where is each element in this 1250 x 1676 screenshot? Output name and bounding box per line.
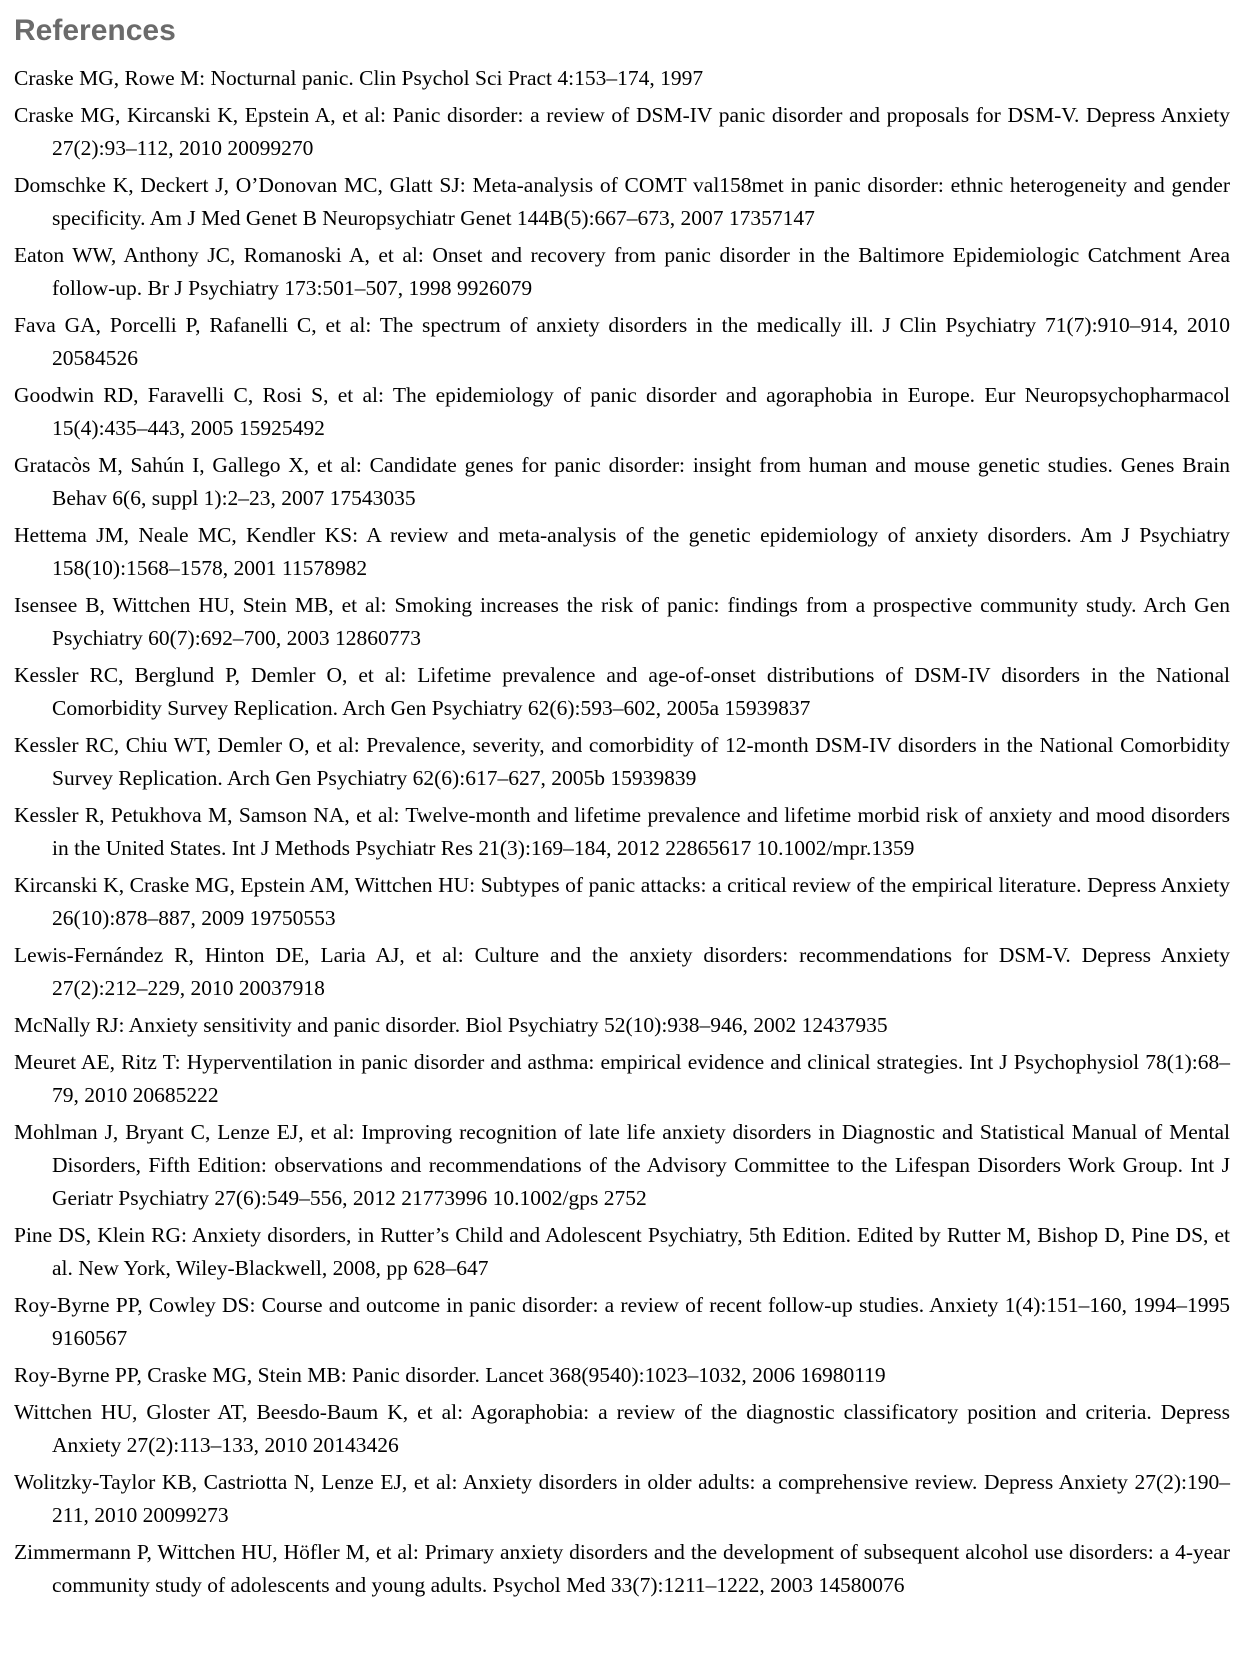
reference-entry: Mohlman J, Bryant C, Lenze EJ, et al: Improving recognition of late life anxiety disorders in Diagnostic and Statistical Manual of Mental Disorders, Fifth Edition: observations and recommendations of the Advisory Committee to the Lifespan Disorders Work Group. Int J Geriatr Psychiatry 27(6):549–556, 2012 21773996 10.1002/gps 2752 xyxy=(14,1120,1230,1210)
reference-entry: McNally RJ: Anxiety sensitivity and panic disorder. Biol Psychiatry 52(10):938–946, 2002 12437935 xyxy=(14,1013,888,1037)
reference-entry: Goodwin RD, Faravelli C, Rosi S, et al: The epidemiology of panic disorder and agoraphobia in Europe. Eur Neuropsychopharmacol 15(4):435–443, 2005 15925492 xyxy=(14,383,1230,440)
reference-entry: Roy-Byrne PP, Craske MG, Stein MB: Panic disorder. Lancet 368(9540):1023–1032, 2006 16980119 xyxy=(14,1363,886,1387)
reference-entry: Kircanski K, Craske MG, Epstein AM, Wittchen HU: Subtypes of panic attacks: a critical review of the empirical literature. Depress Anxiety 26(10):878–887, 2009 19750553 xyxy=(14,873,1230,930)
references-list xyxy=(14,62,1230,1602)
reference-entry: Craske MG, Rowe M: Nocturnal panic. Clin Psychol Sci Pract 4:153–174, 1997 xyxy=(14,66,704,90)
reference-entry: Roy-Byrne PP, Cowley DS: Course and outcome in panic disorder: a review of recent follow-up studies. Anxiety 1(4):151–160, 1994–1995 9160567 xyxy=(14,1293,1230,1350)
reference-entry: Hettema JM, Neale MC, Kendler KS: A review and meta-analysis of the genetic epidemiology of anxiety disorders. Am J Psychiatry 158(10):1568–1578, 2001 11578982 xyxy=(14,523,1230,580)
reference-entry: Lewis-Fernández R, Hinton DE, Laria AJ, et al: Culture and the anxiety disorders: recommendations for DSM-V. Depress Anxiety 27(2):212–229, 2010 20037918 xyxy=(14,943,1230,1000)
reference-entry: Kessler RC, Chiu WT, Demler O, et al: Prevalence, severity, and comorbidity of 12-month DSM-IV disorders in the National Comorbidity Survey Replication. Arch Gen Psychiatry 62(6):617–627, 2005b 15939839 xyxy=(14,733,1230,790)
reference-entry: Kessler RC, Berglund P, Demler O, et al: Lifetime prevalence and age-of-onset distributions of DSM-IV disorders in the National Comorbidity Survey Replication. Arch Gen Psychiatry 62(6):593–602, 2005a 15939837 xyxy=(14,663,1230,720)
reference-entry: Fava GA, Porcelli P, Rafanelli C, et al: The spectrum of anxiety disorders in the medically ill. J Clin Psychiatry 71(7):910–914, 2010 20584526 xyxy=(14,313,1230,370)
reference-entry: Wolitzky-Taylor KB, Castriotta N, Lenze EJ, et al: Anxiety disorders in older adults: a comprehensive review. Depress Anxiety 27(2):190–211, 2010 20099273 xyxy=(14,1470,1230,1527)
reference-entry: Eaton WW, Anthony JC, Romanoski A, et al: Onset and recovery from panic disorder in the Baltimore Epidemiologic Catchment Area follow-up. Br J Psychiatry 173:501–507, 1998 9926079 xyxy=(14,243,1230,300)
reference-entry: Craske MG, Kircanski K, Epstein A, et al: Panic disorder: a review of DSM-IV panic disorder and proposals for DSM-V. Depress Anxiety 27(2):93–112, 2010 20099270 xyxy=(14,103,1230,160)
reference-entry: Pine DS, Klein RG: Anxiety disorders, in Rutter’s Child and Adolescent Psychiatry, 5th Edition. Edited by Rutter M, Bishop D, Pine DS, et al. New York, Wiley-Blackwell, 2008, pp 628–647 xyxy=(14,1223,1230,1280)
reference-entry: Zimmermann P, Wittchen HU, Höfler M, et al: Primary anxiety disorders and the development of subsequent alcohol use disorders: a 4-year community study of adolescents and young adults. Psychol Med 33(7):1211–1222, 2003 14580076 xyxy=(14,1540,1230,1597)
page-title: References xyxy=(14,14,176,47)
reference-entry: Meuret AE, Ritz T: Hyperventilation in panic disorder and asthma: empirical evidence and clinical strategies. Int J Psychophysiol 78(1):68–79, 2010 20685222 xyxy=(14,1050,1230,1107)
reference-entry: Wittchen HU, Gloster AT, Beesdo-Baum K, et al: Agoraphobia: a review of the diagnostic classificatory position and criteria. Depress Anxiety 27(2):113–133, 2010 20143426 xyxy=(14,1400,1230,1457)
reference-entry: Domschke K, Deckert J, O’Donovan MC, Glatt SJ: Meta-analysis of COMT val158met in panic disorder: ethnic heterogeneity and gender specificity. Am J Med Genet B Neuropsychiatr Genet 144B(5):667–673, 2007 17357147 xyxy=(14,173,1230,230)
reference-entry: Kessler R, Petukhova M, Samson NA, et al: Twelve-month and lifetime prevalence and lifetime morbid risk of anxiety and mood disorders in the United States. Int J Methods Psychiatr Res 21(3):169–184, 2012 22865617 10.1002/mpr.1359 xyxy=(14,803,1230,860)
reference-entry: Isensee B, Wittchen HU, Stein MB, et al: Smoking increases the risk of panic: findings from a prospective community study. Arch Gen Psychiatry 60(7):692–700, 2003 12860773 xyxy=(14,593,1230,650)
reference-entry: Gratacòs M, Sahún I, Gallego X, et al: Candidate genes for panic disorder: insight from human and mouse genetic studies. Genes Brain Behav 6(6, suppl 1):2–23, 2007 17543035 xyxy=(14,453,1230,510)
